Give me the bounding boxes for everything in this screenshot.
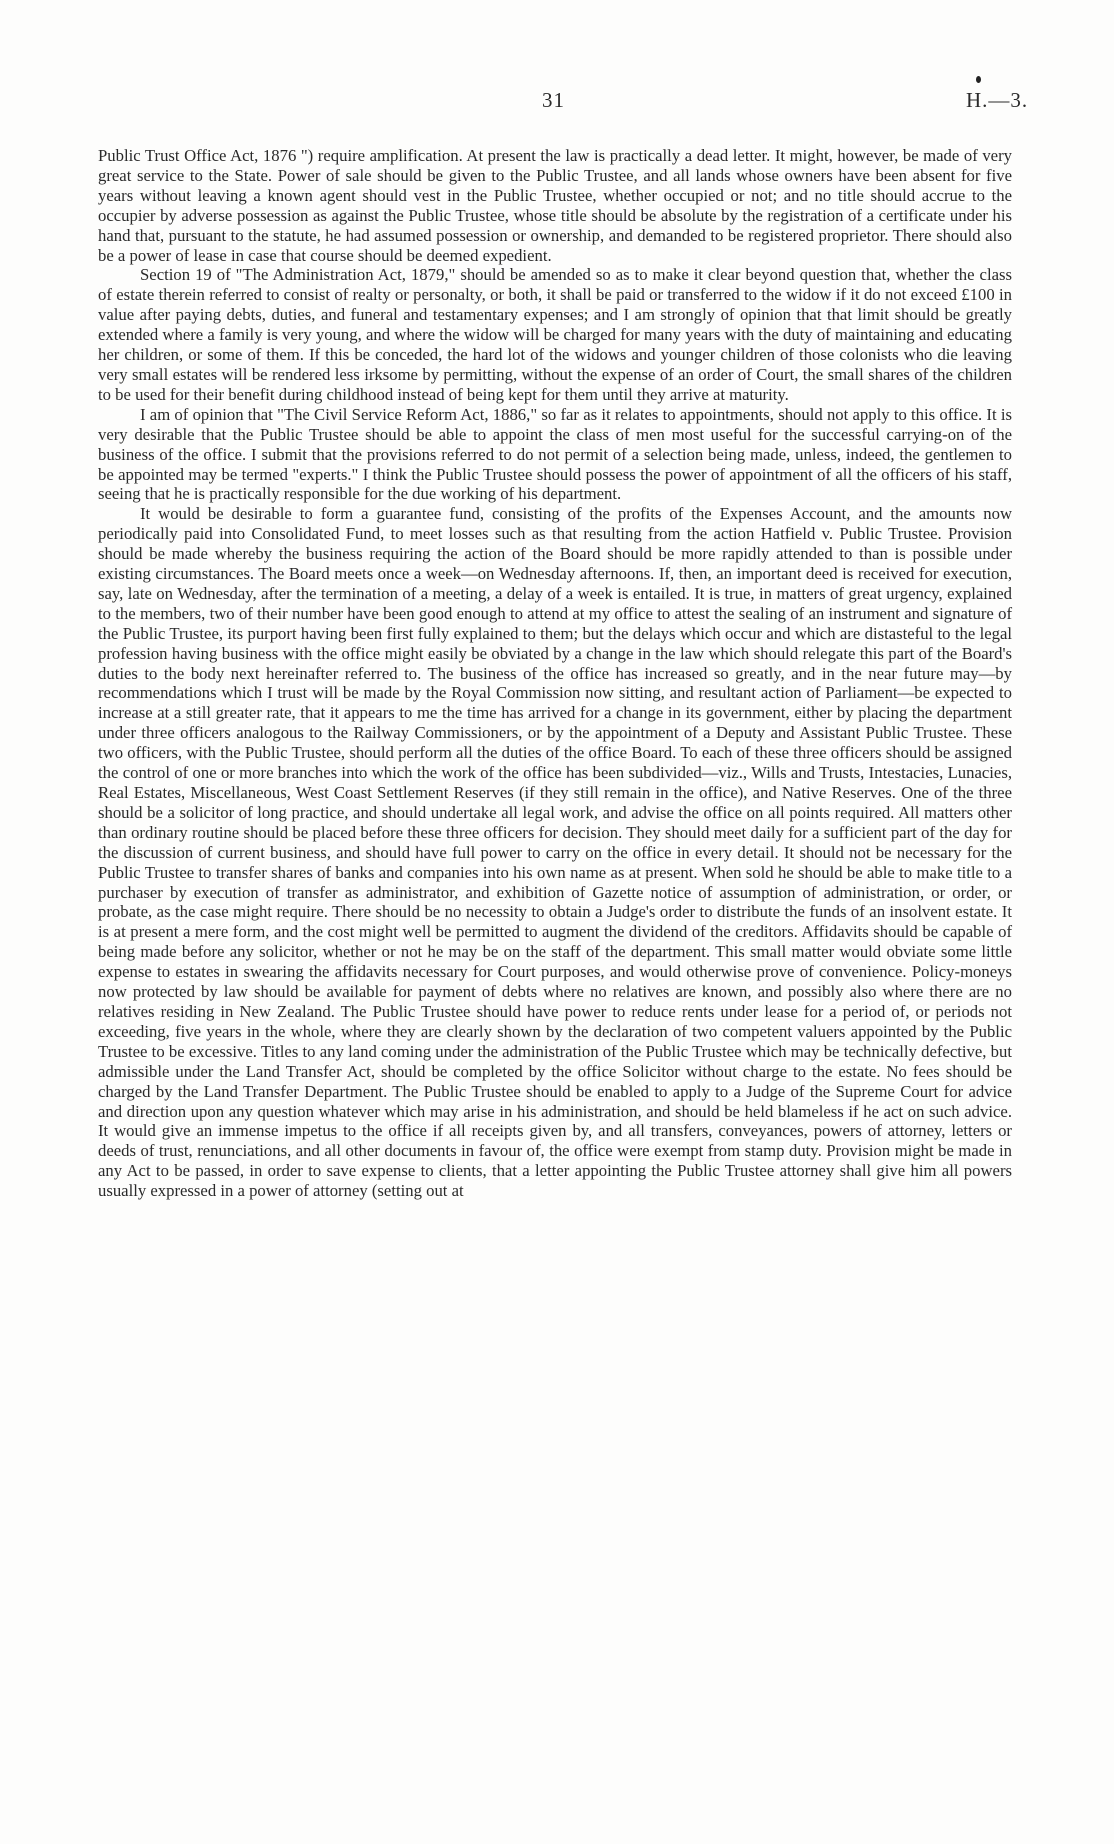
body-text xyxy=(98,146,1012,1201)
page-number: 31 xyxy=(542,88,565,112)
paragraph: I am of opinion that "The Civil Service Reform Act, 1886," so far as it relates to appointments, should not apply to this office. It is very desirable that the Public Trustee should be able to appoint the class of men most useful for the successful carrying-on of the business of the office. I submit that the provisions referred to do not permit of a selection being made, unless, indeed, the gentlemen to be appointed may be termed "experts." I think the Public Trustee should possess the power of appointment of all the officers of his staff, seeing that he is practically responsible for the due working of his department. xyxy=(98,404,1012,504)
page-header xyxy=(0,88,1114,120)
ink-speck xyxy=(976,76,981,83)
paragraph: It would be desirable to form a guarantee fund, consisting of the profits of the Expenses Account, and the amounts now periodically paid into Consolidated Fund, to meet losses such as that resulting from the action Hatfield v. Public Trustee. Provision should be made whereby the business requiring the action of the Board should be more rapidly attended to than is possible under existing circumstances. The Board meets once a week—on Wednesday afternoons. If, then, an important deed is received for execution, say, late on Wednesday, after the termination of a meeting, a delay of a week is entailed. It is true, in matters of great urgency, explained to the members, two of their number have been good enough to attend at my office to attest the sealing of an instrument and signature of the Public Trustee, its purport having been first fully explained to them; but the delays which occur and which are distasteful to the legal profession having business with the office might easily be obviated by a change in the law which should relegate this part of the Board's duties to the body next hereinafter referred to. The business of the office has increased so greatly, and in the near future may—by recommendations which I trust will be made by the Royal Commission now sitting, and resultant action of Parliament—be expected to increase at a still greater rate, that it appears to me the time has arrived for a change in its government, either by placing the department under three officers analogous to the Railway Commissioners, or by the appointment of a Deputy and Assistant Public Trustee. These two officers, with the Public Trustee, should perform all the duties of the office Board. To each of these three officers should be assigned the control of one or more branches into which the work of the office has been subdivided—viz., Wills and Trusts, Intestacies, Lunacies, Real Estates, Miscellaneous, West Coast Settlement Reserves (if they still remain in the office), and Native Reserves. One of the three should be a solicitor of long practice, and should undertake all legal work, and advise the office on all points required. All matters other than ordinary routine should be placed before these three officers for decision. They should meet daily for a sufficient part of the day for the discussion of current business, and should have full power to carry on the office in every detail. It should not be necessary for the Public Trustee to transfer shares of banks and companies into his own name as at present. When sold he should be able to make title to a purchaser by execution of transfer as administrator, and exhibition of Gazette notice of assumption of administration, or order, or probate, as the case might require. There should be no necessity to obtain a Judge's order to distribute the funds of an insolvent estate. It is at present a mere form, and the cost might well be permitted to augment the dividend of the creditors. Affidavits should be capable of being made before any solicitor, whether or not he may be on the staff of the department. This small matter would obviate some little expense to estates in swearing the affidavits necessary for Court purposes, and would otherwise prove of convenience. Policy-moneys now protected by law should be available for payment of debts where no relatives are known, and possibly also where there are no relatives residing in New Zealand. The Public Trustee should have power to reduce rents under lease for a period of, or periods not exceeding, five years in the whole, where they are clearly shown by the declaration of two competent valuers appointed by the Public Trustee to be excessive. Titles to any land coming under the administration of the Public Trustee which may be technically defective, but admissible under the Land Transfer Act, should be completed by the office Solicitor without charge to the estate. No fees should be charged by the Land Transfer Department. The Public Trustee should be enabled to apply to a Judge of the Supreme Court for advice and direction upon any question whatever which may arise in his administration, and should be held blameless if he act on such advice. It would give an immense impetus to the office if all receipts given by, and all transfers, conveyances, powers of attorney, letters or deeds of trust, renunciations, and all other documents in favour of, the office were exempt from stamp duty. Provision might be made in any Act to be passed, in order to save expense to clients, that a letter appointing the Public Trustee attorney shall give him all powers usually expressed in a power of attorney (setting out at xyxy=(98,504,1012,1201)
paragraph: Section 19 of "The Administration Act, 1879," should be amended so as to make it clear beyond question that, whether the class of estate therein referred to consist of realty or personalty, or both, it shall be paid or transferred to the widow if it do not exceed £100 in value after paying debts, duties, and funeral and testamentary expenses; and I am strongly of opinion that that limit should be greatly extended where a family is very young, and where the widow will be charged for many years with the duty of maintaining and educating her children, or some of them. If this be conceded, the hard lot of the widows and younger children of those colonists who die leaving very small estates will be rendered less irksome by permitting, without the expense of an order of Court, the small shares of the children to be used for their benefit during childhood instead of being kept for them until they arrive at maturity. xyxy=(98,265,1012,404)
paragraph: Public Trust Office Act, 1876 ") require amplification. At present the law is practically a dead letter. It might, however, be made of very great service to the State. Power of sale should be given to the Public Trustee, and all lands whose owners have been absent for five years without leaving a known agent should vest in the Public Trustee, whether occupied or not; and no title should accrue to the occupier by adverse possession as against the Public Trustee, whose title should be absolute by the registration of a certificate under his hand that, pursuant to the statute, he had assumed possession or ownership, and demanded to be registered proprietor. There should also be a power of lease in case that course should be deemed expedient. xyxy=(98,146,1012,265)
document-reference: H.—3. xyxy=(966,88,1029,112)
